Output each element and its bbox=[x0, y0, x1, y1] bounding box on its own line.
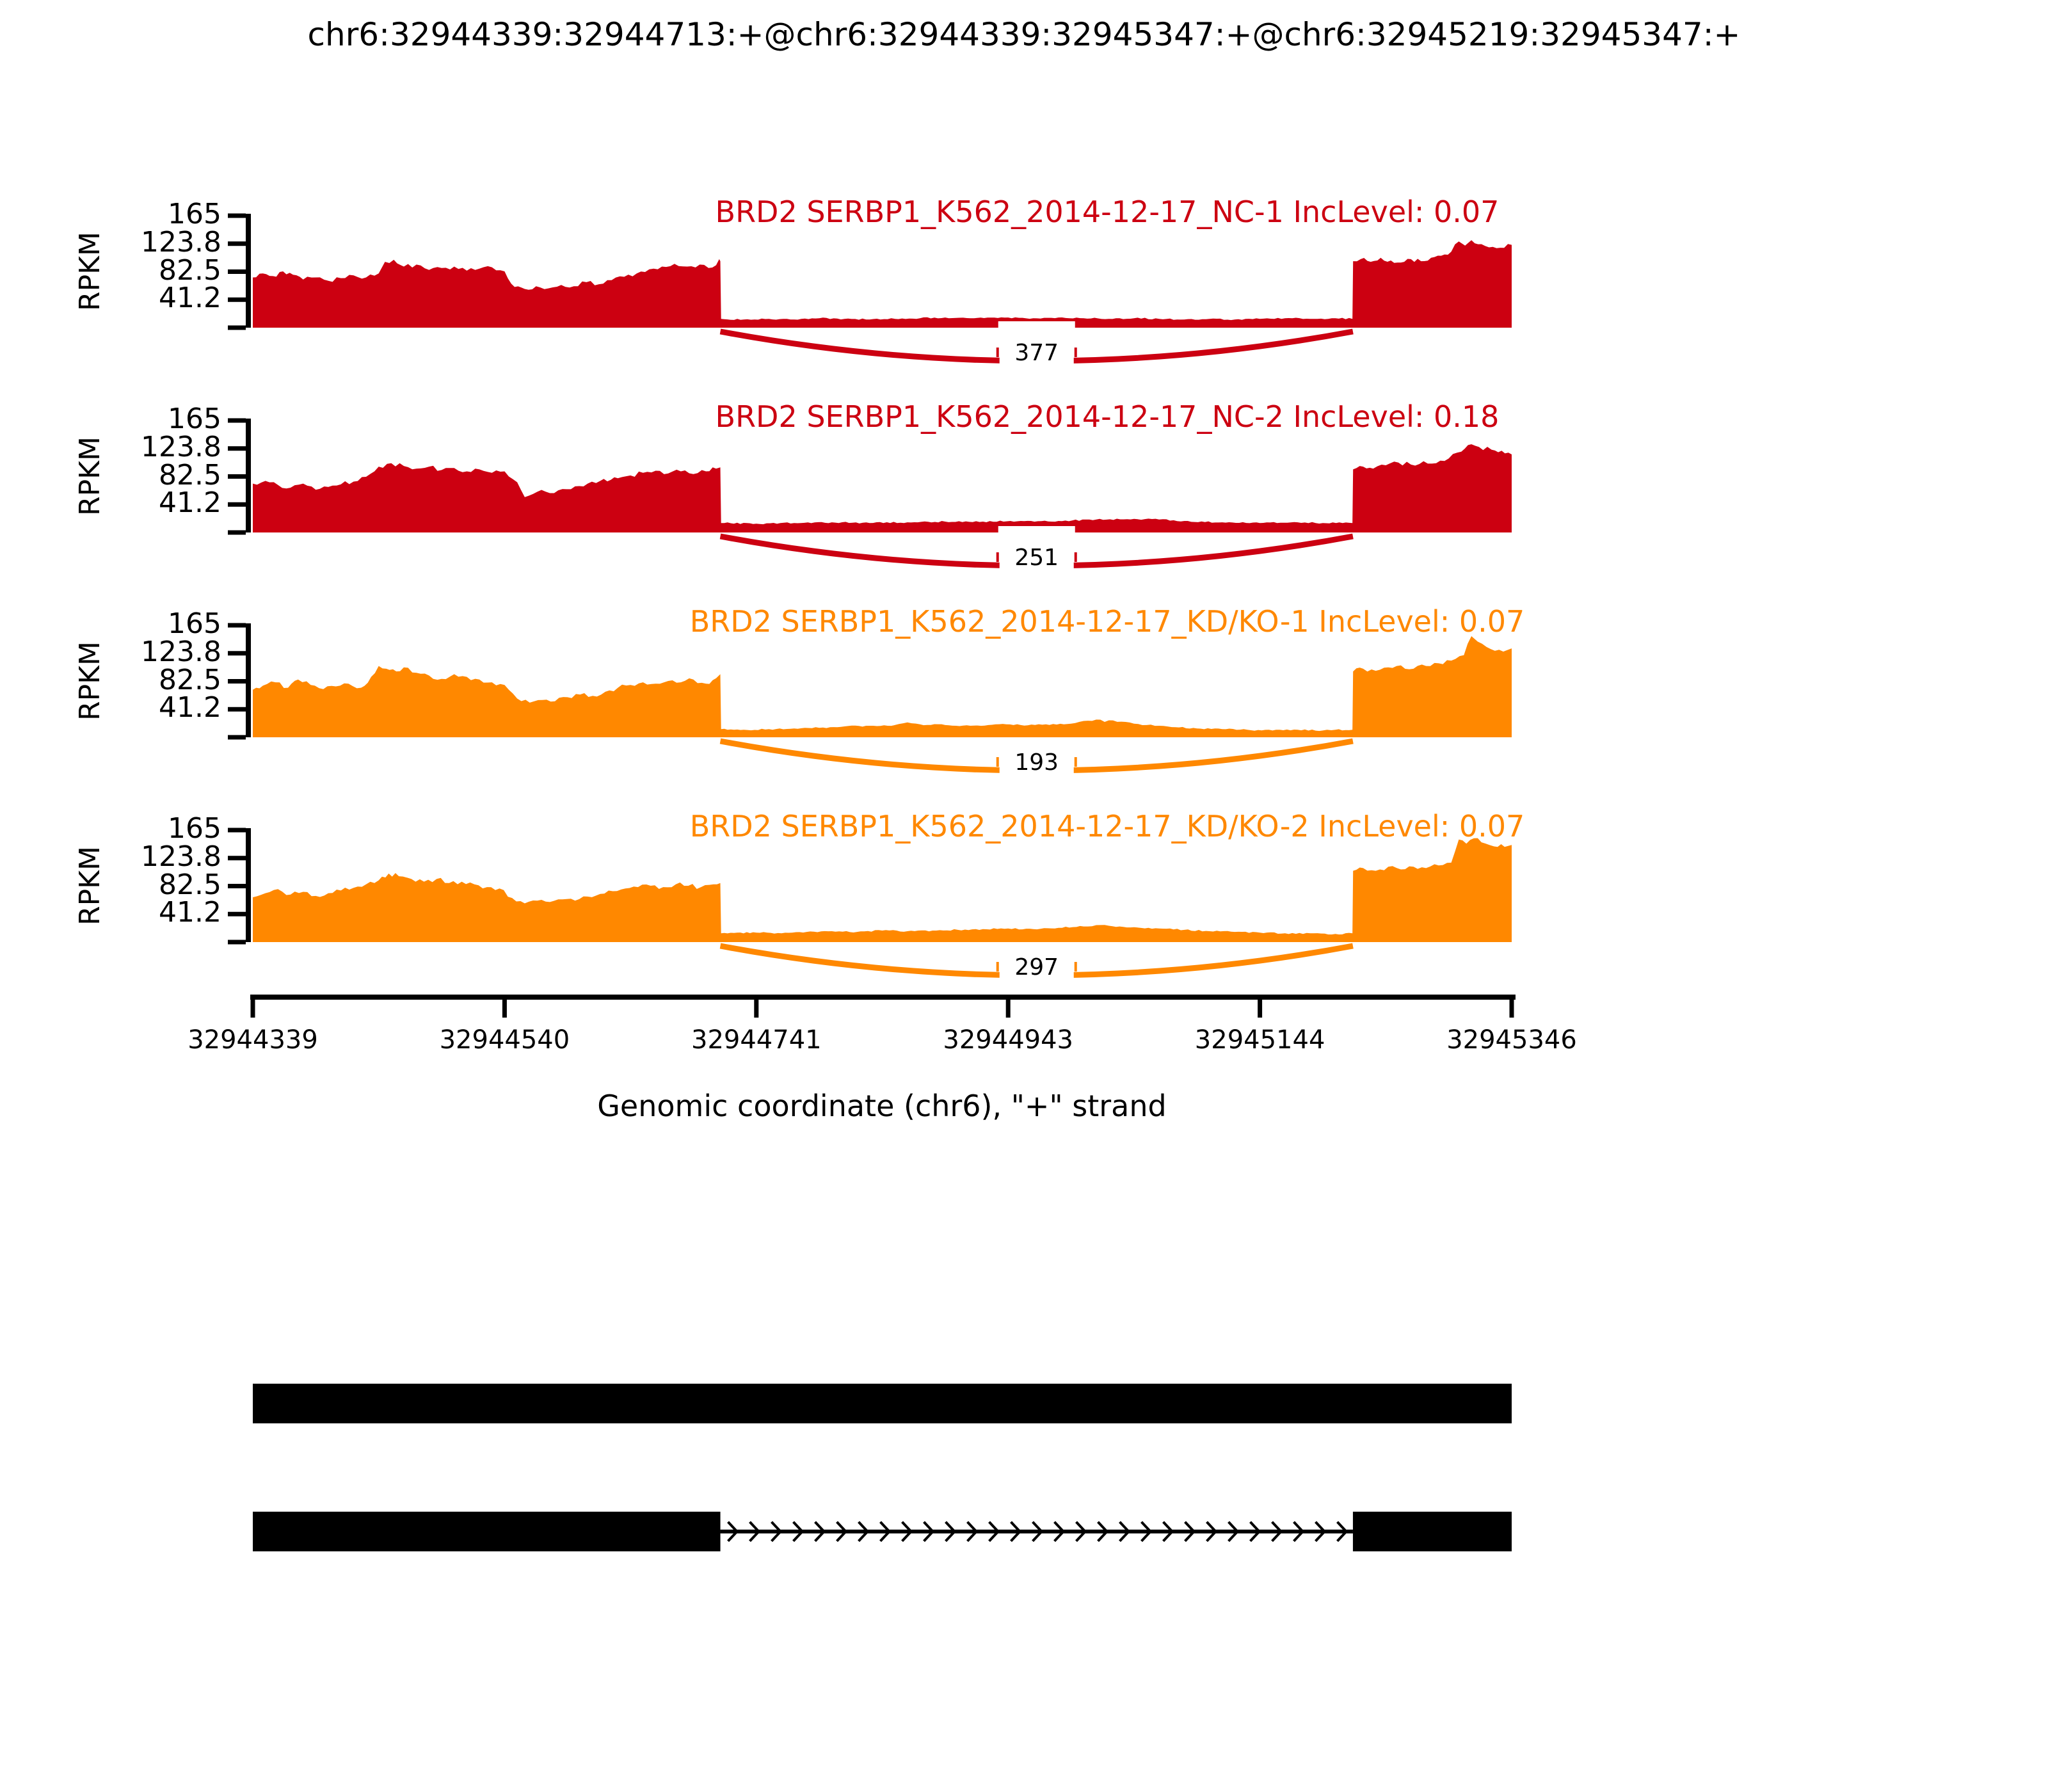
y-axis-tick bbox=[228, 269, 246, 274]
y-tick-label: 123.8 bbox=[141, 430, 221, 463]
x-axis-tick bbox=[1258, 995, 1262, 1018]
y-axis-tick bbox=[228, 884, 246, 888]
figure-title: chr6:32944339:32944713:+@chr6:32944339:32945347:+@chr6:32945219:32945347:+ bbox=[307, 16, 1741, 53]
x-axis-title: Genomic coordinate (chr6), "+" strand bbox=[597, 1089, 1167, 1123]
y-tick-label: 82.5 bbox=[159, 868, 221, 901]
y-tick-label: 165 bbox=[168, 198, 221, 230]
y-axis-tick bbox=[228, 940, 246, 945]
isoform-exon bbox=[1353, 1512, 1512, 1551]
y-axis-tick bbox=[228, 828, 246, 833]
x-tick-label: 32944540 bbox=[439, 1025, 570, 1055]
y-axis-tick bbox=[228, 241, 246, 246]
x-axis-tick bbox=[1006, 995, 1011, 1018]
count-label-notch bbox=[998, 321, 1075, 328]
junction-count-label: 251 bbox=[1014, 545, 1059, 571]
y-tick-label: 41.2 bbox=[159, 486, 221, 520]
x-tick-label: 32944339 bbox=[188, 1025, 318, 1055]
y-tick-label: 123.8 bbox=[141, 840, 221, 873]
x-axis-tick bbox=[251, 995, 255, 1018]
track-label: BRD2 SERBP1_K562_2014-12-17_KD/KO-1 IncLevel: 0.07 bbox=[689, 604, 1525, 639]
y-axis-tick bbox=[228, 502, 246, 507]
coverage-area bbox=[253, 240, 1512, 328]
y-axis-tick bbox=[228, 912, 246, 916]
coverage-area bbox=[253, 636, 1512, 737]
x-axis-tick bbox=[502, 995, 507, 1018]
y-axis-spine bbox=[246, 828, 251, 942]
coverage-area bbox=[253, 444, 1512, 532]
track-label: BRD2 SERBP1_K562_2014-12-17_NC-2 IncLevel: 0.18 bbox=[715, 399, 1500, 434]
y-axis-tick bbox=[228, 735, 246, 740]
x-axis-line bbox=[250, 995, 1516, 1000]
y-tick-label: 165 bbox=[168, 607, 221, 640]
isoform-exon bbox=[253, 1512, 721, 1551]
y-tick-label: 41.2 bbox=[159, 896, 221, 929]
x-tick-label: 32944741 bbox=[691, 1025, 822, 1055]
y-axis-tick bbox=[228, 474, 246, 479]
y-tick-label: 165 bbox=[168, 812, 221, 845]
junction-count-label: 377 bbox=[1014, 340, 1059, 366]
y-tick-label: 82.5 bbox=[159, 458, 221, 492]
y-axis-tick bbox=[228, 623, 246, 628]
x-axis-tick bbox=[1510, 995, 1514, 1018]
y-tick-label: 41.2 bbox=[159, 282, 221, 315]
y-axis-tick bbox=[228, 679, 246, 684]
y-axis-title: RPKM bbox=[74, 232, 106, 311]
isoform-exon bbox=[253, 1384, 1512, 1423]
x-tick-label: 32945144 bbox=[1194, 1025, 1325, 1055]
y-tick-label: 82.5 bbox=[159, 663, 221, 696]
count-label-notch bbox=[998, 526, 1075, 533]
track-label: BRD2 SERBP1_K562_2014-12-17_NC-1 IncLevel: 0.07 bbox=[715, 195, 1500, 229]
y-axis-spine bbox=[246, 214, 251, 328]
y-axis-tick bbox=[228, 531, 246, 535]
junction-count-label: 193 bbox=[1014, 749, 1059, 776]
y-axis-tick bbox=[228, 707, 246, 712]
x-tick-label: 32944943 bbox=[943, 1025, 1073, 1055]
y-axis-tick bbox=[228, 298, 246, 302]
y-tick-label: 165 bbox=[168, 403, 221, 435]
y-axis-tick bbox=[228, 419, 246, 423]
y-axis-tick bbox=[228, 446, 246, 451]
y-axis-tick bbox=[228, 214, 246, 218]
y-tick-label: 123.8 bbox=[141, 225, 221, 259]
y-axis-spine bbox=[246, 623, 251, 737]
junction-count-label: 297 bbox=[1014, 954, 1059, 980]
x-tick-label: 32945346 bbox=[1446, 1025, 1577, 1055]
coverage-area bbox=[253, 838, 1512, 942]
y-tick-label: 82.5 bbox=[159, 253, 221, 287]
y-axis-tick bbox=[228, 856, 246, 860]
track-label: BRD2 SERBP1_K562_2014-12-17_KD/KO-2 IncLevel: 0.07 bbox=[689, 809, 1525, 844]
y-axis-title: RPKM bbox=[74, 846, 106, 925]
y-tick-label: 41.2 bbox=[159, 691, 221, 724]
y-axis-spine bbox=[246, 419, 251, 532]
y-axis-title: RPKM bbox=[74, 436, 106, 516]
y-axis-title: RPKM bbox=[74, 641, 106, 721]
y-tick-label: 123.8 bbox=[141, 635, 221, 668]
x-axis-tick bbox=[754, 995, 758, 1018]
y-axis-tick bbox=[228, 651, 246, 655]
y-axis-tick bbox=[228, 326, 246, 330]
